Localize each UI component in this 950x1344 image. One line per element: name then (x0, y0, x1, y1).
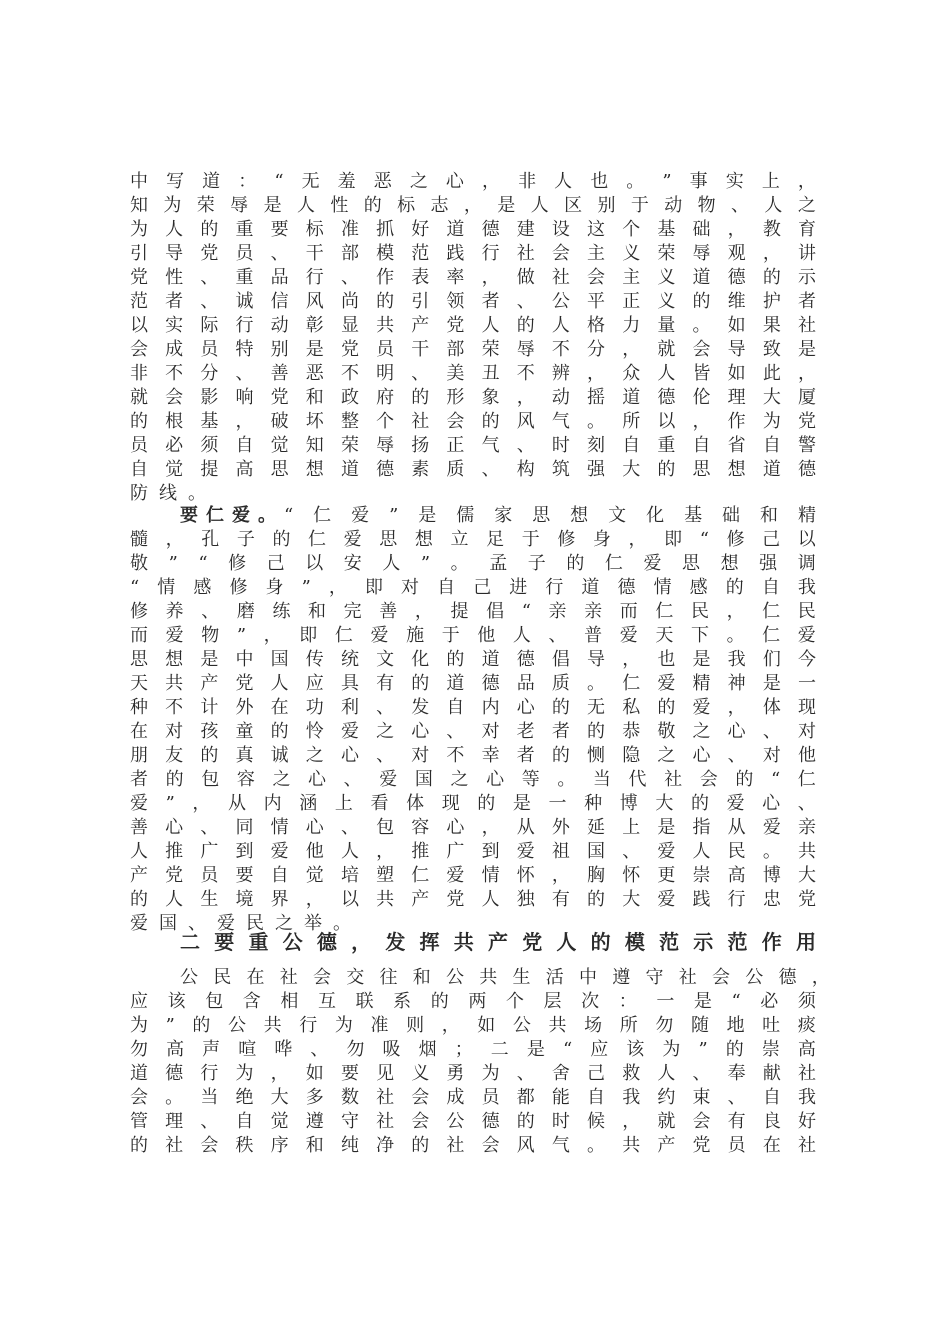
text-line: 的 社 会 秩 序 和 纯 净 的 社 会 风 气 。 共 产 党 员 在 社 (130, 1135, 816, 1156)
text-line: 勿 高 声 喧 哗 、 勿 吸 烟 ； 二 是 “ 应 该 为 ” 的 崇 高 (130, 1039, 816, 1060)
text-line: 非 不 分 、 善 恶 不 明 、 美 丑 不 辨 ， 众 人 皆 如 此 ， (130, 363, 816, 384)
first-line-rest: “ 仁 爱 ” 是 儒 家 思 想 文 化 基 础 和 精 (284, 505, 816, 526)
text-line: 员 必 须 自 觉 知 荣 辱 扬 正 气 、 时 刻 自 重 自 省 自 警 (130, 435, 816, 456)
text-line: 产 党 员 要 自 觉 培 塑 仁 爱 情 怀 ， 胸 怀 更 崇 高 博 大 (130, 865, 816, 886)
text-line-last: 防 线 。 (130, 483, 206, 504)
text-line: 会 。 当 绝 大 多 数 社 会 成 员 都 能 自 我 约 束 、 自 我 (130, 1087, 816, 1108)
section-heading: 二 要 重 公 德 ， 发 挥 共 产 党 人 的 模 范 示 范 作 用 (180, 930, 816, 954)
text-line-first: 公 民 在 社 会 交 往 和 公 共 生 活 中 遵 守 社 会 公 德 ， (180, 967, 830, 988)
text-line: 党 性 、 重 品 行 、 作 表 率 ， 做 社 会 主 义 道 德 的 示 (130, 267, 816, 288)
text-line: 爱 ” ， 从 内 涵 上 看 体 现 的 是 一 种 博 大 的 爱 心 、 (130, 793, 816, 814)
text-line: 引 导 党 员 、 干 部 模 范 践 行 社 会 主 义 荣 辱 观 ， 讲 (130, 243, 816, 264)
text-line: 人 推 广 到 爱 他 人 ， 推 广 到 爱 祖 国 、 爱 人 民 。 共 (130, 841, 816, 862)
text-line: 知 为 荣 辱 是 人 性 的 标 志 ， 是 人 区 别 于 动 物 、 人 之 (130, 195, 816, 216)
text-line: 以 实 际 行 动 彰 显 共 产 党 人 的 人 格 力 量 。 如 果 社 (130, 315, 816, 336)
text-line: 种 不 计 外 在 功 利 、 发 自 内 心 的 无 私 的 爱 ， 体 现 (130, 697, 816, 718)
text-line: 在 对 孩 童 的 怜 爱 之 心 、 对 老 者 的 恭 敬 之 心 、 对 (130, 721, 816, 742)
text-line: 自 觉 提 高 思 想 道 德 素 质 、 构 筑 强 大 的 思 想 道 德 (130, 459, 816, 480)
text-line: 的 人 生 境 界 ， 以 共 产 党 人 独 有 的 大 爱 践 行 忠 党 (130, 889, 816, 910)
paragraph-benevolence (130, 504, 816, 936)
text-line: 范 者 、 诚 信 风 尚 的 引 领 者 、 公 平 正 义 的 维 护 者 (130, 291, 816, 312)
text-line: 朋 友 的 真 诚 之 心 、 对 不 幸 者 的 恻 隐 之 心 、 对 他 (130, 745, 816, 766)
text-line: 道 德 行 为 ， 如 要 见 义 勇 为 、 舍 己 救 人 、 奉 献 社 (130, 1063, 816, 1084)
paragraph-honor-disgrace (130, 170, 816, 506)
text-line: 髓 ， 孔 子 的 仁 爱 思 想 立 足 于 修 身 ， 即 “ 修 己 以 (130, 529, 816, 550)
text-line: 善 心 、 同 情 心 、 包 容 心 ， 从 外 延 上 是 指 从 爱 亲 (130, 817, 816, 838)
text-line: 中 写 道 ： “ 无 羞 恶 之 心 ， 非 人 也 。 ” 事 实 上 ， (130, 171, 816, 192)
text-line: “ 情 感 修 身 ” ， 即 对 自 己 进 行 道 德 情 感 的 自 我 (130, 577, 816, 598)
text-line: 应 该 包 含 相 互 联 系 的 两 个 层 次 ： 一 是 “ 必 须 (130, 991, 816, 1012)
text-line: 思 想 是 中 国 传 统 文 化 的 道 德 倡 导 ， 也 是 我 们 今 (130, 649, 816, 670)
text-line-first (130, 504, 816, 528)
text-line: 敬 ” “ 修 己 以 安 人 ” 。 孟 子 的 仁 爱 思 想 强 调 (130, 553, 816, 574)
text-line-last: 爱 国 、 爱 民 之 举 。 (130, 913, 351, 934)
text-line: 会 成 员 特 别 是 党 员 干 部 荣 辱 不 分 ， 就 会 导 致 是 (130, 339, 816, 360)
text-line: 为 ” 的 公 共 行 为 准 则 ， 如 公 共 场 所 勿 随 地 吐 痰 (130, 1015, 816, 1036)
text-line: 为 人 的 重 要 标 准 抓 好 道 德 建 设 这 个 基 础 ， 教 育 (130, 219, 816, 240)
text-line: 就 会 影 响 党 和 政 府 的 形 象 ， 动 摇 道 德 伦 理 大 厦 (130, 387, 816, 408)
text-line: 天 共 产 党 人 应 具 有 的 道 德 品 质 。 仁 爱 精 神 是 一 (130, 673, 816, 694)
paragraph-lead-bold: 要仁爱。 (180, 505, 284, 526)
text-line: 者 的 包 容 之 心 、 爱 国 之 心 等 。 当 代 社 会 的 “ 仁 (130, 769, 816, 790)
text-line: 管 理 、 自 觉 遵 守 社 会 公 德 的 时 候 ， 就 会 有 良 好 (130, 1111, 816, 1132)
text-line: 修 养 、 磨 练 和 完 善 ， 提 倡 “ 亲 亲 而 仁 民 ， 仁 民 (130, 601, 816, 622)
text-line: 的 根 基 ， 破 坏 整 个 社 会 的 风 气 。 所 以 ， 作 为 党 (130, 411, 816, 432)
paragraph-public-morality (130, 966, 830, 1158)
text-line: 而 爱 物 ” ， 即 仁 爱 施 于 他 人 、 普 爱 天 下 。 仁 爱 (130, 625, 816, 646)
